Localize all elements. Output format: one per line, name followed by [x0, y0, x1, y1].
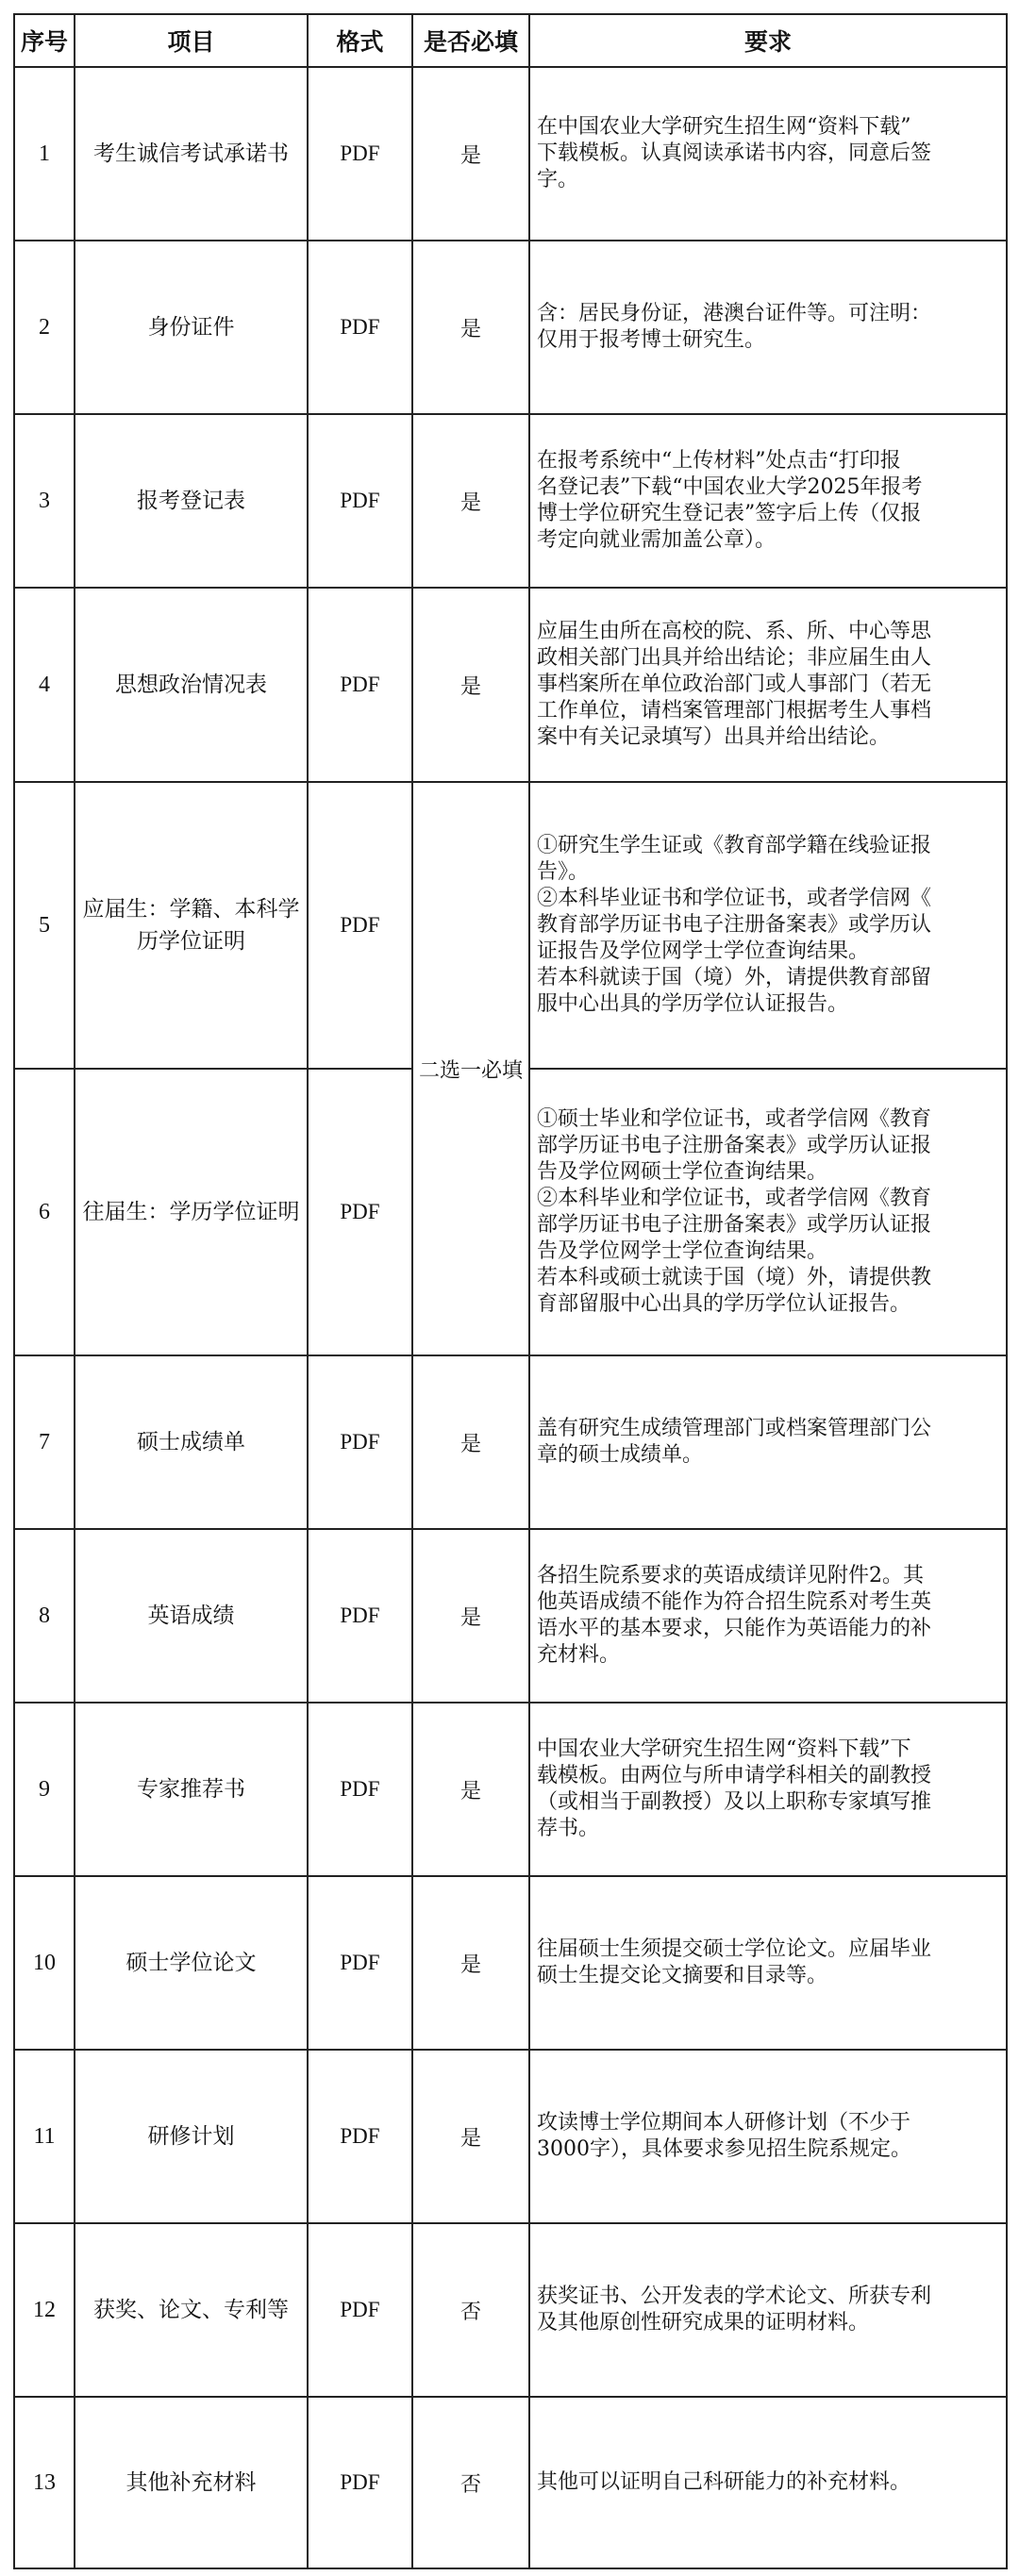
row-format: PDF: [308, 241, 412, 414]
row-number: 5: [14, 782, 75, 1069]
row-requirement: 攻读博士学位期间本人研修计划（不少于 3000字），具体要求参见招生院系规定。: [529, 2050, 1007, 2223]
row-requirement: 盖有研究生成绩管理部门或档案管理部门公 章的硕士成绩单。: [529, 1355, 1007, 1529]
row-format: PDF: [308, 2050, 412, 2223]
row-number: 2: [14, 241, 75, 414]
merged-required-cell: 二选一必填: [412, 782, 529, 1355]
row-required: 是: [412, 1529, 529, 1703]
table-row: [14, 782, 1007, 1069]
table-row: [14, 1703, 1007, 1876]
header-required: 是否必填: [412, 14, 529, 67]
row-number: 10: [14, 1876, 75, 2050]
table-row: [14, 588, 1007, 782]
row-requirement: ①硕士毕业和学位证书，或者学信网《教育 部学历证书电子注册备案表》或学历认证报 告及学位网硕士学位查询结果。 ②本科毕业和学位证书，或者学信网《教育 部学历证书电子注册备案表》或学历认证报 告及学位网学士学位查询结果。 若本科或硕士就读于国（境）外，请提供教 育部留服中心出具的学历学位认证报告。: [529, 1069, 1007, 1355]
row-number: 9: [14, 1703, 75, 1876]
row-requirement: 中国农业大学研究生招生网“资料下载”下 载模板。由两位与所申请学科相关的副教授 （或相当于副教授）及以上职称专家填写推 荐书。: [529, 1703, 1007, 1876]
header-item: 项目: [75, 14, 308, 67]
row-item: 考生诚信考试承诺书: [75, 67, 308, 241]
row-item: 硕士学位论文: [75, 1876, 308, 2050]
table-row: [14, 67, 1007, 241]
row-required: 否: [412, 2223, 529, 2397]
row-number: 4: [14, 588, 75, 782]
row-item: 思想政治情况表: [75, 588, 308, 782]
row-number: 8: [14, 1529, 75, 1703]
row-item: 应届生：学籍、本科学 历学位证明: [75, 782, 308, 1069]
materials-table: [13, 13, 1008, 2569]
row-number: 11: [14, 2050, 75, 2223]
row-number: 13: [14, 2397, 75, 2568]
header-no: 序号: [14, 14, 75, 67]
row-item: 往届生：学历学位证明: [75, 1069, 308, 1355]
table-row: [14, 2223, 1007, 2397]
row-required: 是: [412, 1703, 529, 1876]
row-format: PDF: [308, 2397, 412, 2568]
row-format: PDF: [308, 1529, 412, 1703]
header-requirement: 要求: [529, 14, 1007, 67]
table-row: [14, 414, 1007, 588]
row-number: 7: [14, 1355, 75, 1529]
row-required: 是: [412, 2050, 529, 2223]
row-format: PDF: [308, 1703, 412, 1876]
row-item: 研修计划: [75, 2050, 308, 2223]
row-item: 硕士成绩单: [75, 1355, 308, 1529]
row-requirement: 在报考系统中“上传材料”处点击“打印报 名登记表”下载“中国农业大学2025年报考 博士学位研究生登记表”签字后上传（仅报 考定向就业需加盖公章）。: [529, 414, 1007, 588]
row-item: 身份证件: [75, 241, 308, 414]
row-requirement: ①研究生学生证或《教育部学籍在线验证报 告》。 ②本科毕业证书和学位证书，或者学信网《 教育部学历证书电子注册备案表》或学历认 证报告及学位网学士学位查询结果。 若本科就读于国（境）外，请提供教育部留 服中心出具的学历学位认证报告。: [529, 782, 1007, 1069]
row-format: PDF: [308, 67, 412, 241]
row-required: 是: [412, 414, 529, 588]
row-required: 是: [412, 67, 529, 241]
row-required: 是: [412, 588, 529, 782]
row-requirement: 获奖证书、公开发表的学术论文、所获专利 及其他原创性研究成果的证明材料。: [529, 2223, 1007, 2397]
row-required: 否: [412, 2397, 529, 2568]
row-requirement: 应届生由所在高校的院、系、所、中心等思 政相关部门出具并给出结论；非应届生由人 事档案所在单位政治部门或人事部门（若无 工作单位，请档案管理部门根据考生人事档 案中有关记录填写）出具并给出结论。: [529, 588, 1007, 782]
row-number: 3: [14, 414, 75, 588]
table-row: [14, 1529, 1007, 1703]
row-number: 6: [14, 1069, 75, 1355]
row-required: 是: [412, 1876, 529, 2050]
row-requirement: 含：居民身份证，港澳台证件等。可注明： 仅用于报考博士研究生。: [529, 241, 1007, 414]
table-row: [14, 1355, 1007, 1529]
row-number: 12: [14, 2223, 75, 2397]
row-required: 是: [412, 1355, 529, 1529]
row-requirement: 在中国农业大学研究生招生网“资料下载” 下载模板。认真阅读承诺书内容，同意后签 字。: [529, 67, 1007, 241]
row-format: PDF: [308, 2223, 412, 2397]
row-requirement: 往届硕士生须提交硕士学位论文。应届毕业 硕士生提交论文摘要和目录等。: [529, 1876, 1007, 2050]
row-required: 是: [412, 241, 529, 414]
row-format: PDF: [308, 1876, 412, 2050]
row-number: 1: [14, 67, 75, 241]
row-item: 报考登记表: [75, 414, 308, 588]
table-row: [14, 241, 1007, 414]
row-requirement: 其他可以证明自己科研能力的补充材料。: [529, 2397, 1007, 2568]
row-requirement: 各招生院系要求的英语成绩详见附件2。其 他英语成绩不能作为符合招生院系对考生英 语水平的基本要求，只能作为英语能力的补 充材料。: [529, 1529, 1007, 1703]
header-row: [14, 14, 1007, 67]
table-row: [14, 2397, 1007, 2568]
row-item: 其他补充材料: [75, 2397, 308, 2568]
header-format: 格式: [308, 14, 412, 67]
row-item: 专家推荐书: [75, 1703, 308, 1876]
row-item: 英语成绩: [75, 1529, 308, 1703]
row-format: PDF: [308, 1355, 412, 1529]
row-item: 获奖、论文、专利等: [75, 2223, 308, 2397]
row-format: PDF: [308, 588, 412, 782]
row-format: PDF: [308, 414, 412, 588]
row-format: PDF: [308, 1069, 412, 1355]
table-row: [14, 1876, 1007, 2050]
table-row: [14, 2050, 1007, 2223]
row-format: PDF: [308, 782, 412, 1069]
